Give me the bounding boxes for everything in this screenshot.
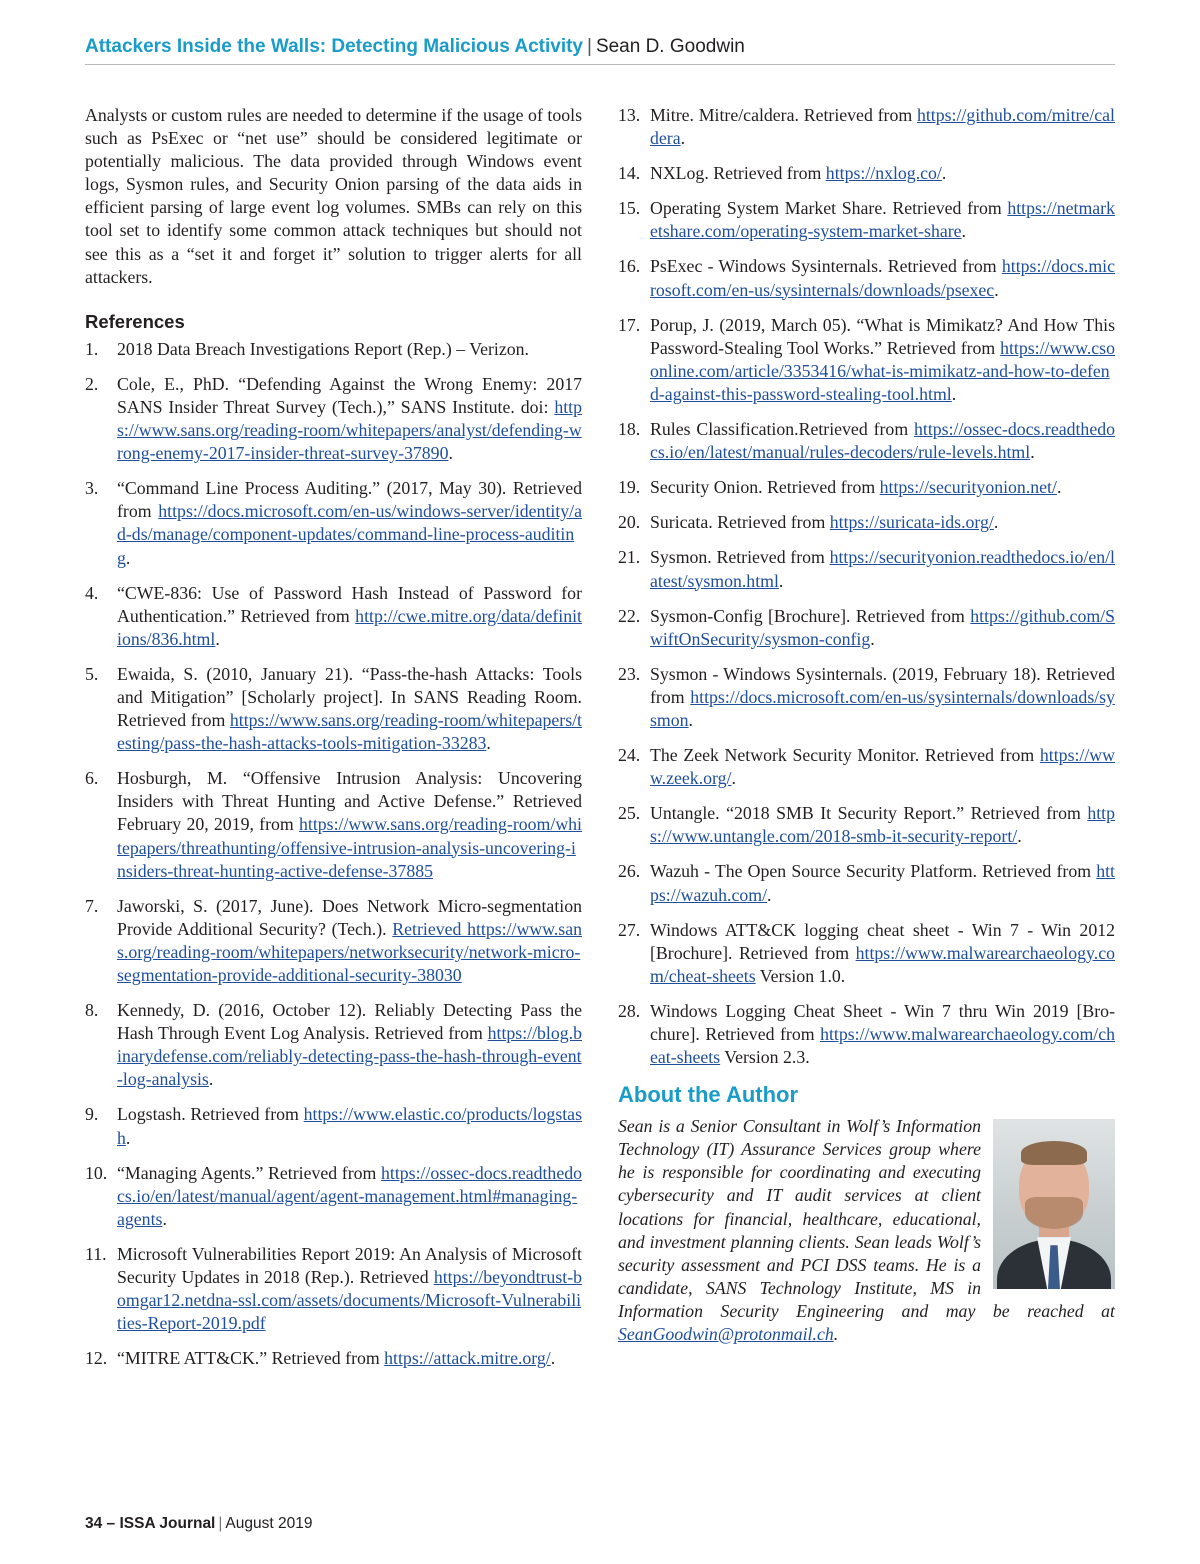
header-divider <box>85 64 1115 65</box>
reference-link[interactable]: Retrieved https://www.sans.org/reading-room/whitepapers/networksecurity/network-micro-segmentation-provide-additional-security-38030 <box>117 918 582 985</box>
reference-item <box>618 663 1115 732</box>
reference-text: “Managing Agents.” Retrieved from <box>117 1162 382 1183</box>
reference-suffix: . <box>215 628 220 649</box>
right-column <box>618 104 1115 1346</box>
reference-number: 1. <box>85 338 99 359</box>
reference-item <box>85 999 582 1091</box>
reference-number: 13. <box>618 105 641 125</box>
reference-suffix: . <box>994 279 999 300</box>
reference-text: “Command Line Process Auditing.” (2017, May 30). Retrieved from <box>117 478 582 522</box>
reference-number: 15. <box>618 198 641 219</box>
reference-text: Hosburgh, M. “Offensive Intrusion Analysis: Uncovering Insiders with Threat Hunting and Active Defense.” Retrieved February 20, 2019, from <box>117 768 582 835</box>
reference-link[interactable]: https://www.zeek.org/ <box>650 745 1115 789</box>
reference-link[interactable]: https://www.sans.org/reading-room/whitepapers/analyst/defending-wrong-enemy-2017-insider-threat-survey-37890 <box>117 396 582 464</box>
reference-suffix: . <box>1056 477 1062 498</box>
article-author: Sean D. Goodwin <box>595 36 745 57</box>
reference-suffix: Version 1.0. <box>755 965 846 986</box>
reference-number: 21. <box>618 547 641 568</box>
reference-link[interactable]: https://netmarketshare.com/operating-system-market-share <box>650 198 1115 242</box>
reference-link[interactable]: https://www.sans.org/reading-room/whitepapers/testing/pass-the-hash-attacks-tools-mitigation-33283 <box>117 710 582 754</box>
reference-item <box>85 338 582 361</box>
reference-suffix: Version 2.3. <box>720 1047 810 1068</box>
reference-text: Sysmon-Config [Brochure]. Retrieved from <box>650 605 971 626</box>
reference-number: 5. <box>85 663 99 684</box>
reference-suffix: . <box>125 547 131 568</box>
reference-suffix: . <box>961 221 966 242</box>
reference-item <box>85 767 582 882</box>
reference-suffix: . <box>125 1127 131 1148</box>
reference-text: Wazuh - The Open Source Security Platform. Retrieved from <box>650 861 1097 882</box>
reference-item <box>85 582 582 651</box>
reference-link[interactable]: https://www.untangle.com/2018-smb-it-security-report/ <box>650 803 1115 847</box>
reference-number: 17. <box>618 314 641 335</box>
reference-suffix: . <box>1030 442 1035 463</box>
reference-suffix: . <box>951 383 957 404</box>
reference-link[interactable]: https://ossec-docs.readthedocs.io/en/latest/manual/agent/agent-management.html#managing-agents <box>117 1162 582 1229</box>
reference-item <box>85 477 582 569</box>
reference-suffix: . <box>550 1348 556 1369</box>
reference-link[interactable]: https://www.sans.org/reading-room/whitepapers/threathunting/offensive-intrusion-analysis-uncovering-insiders-threat-hunting-active-defense-37885 <box>117 814 582 881</box>
reference-text: The Zeek Network Security Monitor. Retrieved from <box>650 745 1040 766</box>
bio-text: Sean is a Senior Consultant in Wolf’s Information Technology (IT) Assurance Services group where he is responsible for coordinating and executing cybersecurity and IT audit services at client locations for financial, healthcare, educational, and investment planning clients. Sean leads Wolf’s security assessment and PCI DSS teams. He is a candidate, SANS Technology Institute, MS in Information Security Engineering and may be reached at <box>618 1116 1115 1321</box>
reference-number: 25. <box>618 803 641 824</box>
reference-item <box>618 546 1115 592</box>
reference-text: Suricata. Retrieved from <box>650 512 830 533</box>
reference-number: 7. <box>85 895 99 916</box>
reference-link[interactable]: https://wazuh.com/ <box>650 861 1115 905</box>
author-email-link[interactable]: SeanGoodwin@protonmail.ch <box>618 1324 834 1345</box>
reference-number: 24. <box>618 745 641 766</box>
header-separator: | <box>587 36 592 57</box>
reference-number: 27. <box>618 919 641 940</box>
reference-text: Security Onion. Retrieved from <box>650 477 880 498</box>
reference-link[interactable]: https://www.malwarearchaeology.com/cheat-sheets <box>650 942 1115 986</box>
reference-text: Rules Classification.Retrieved from <box>650 419 915 440</box>
reference-text: Logstash. Retrieved from <box>117 1104 304 1125</box>
reference-suffix: . <box>767 884 772 905</box>
reference-number: 22. <box>618 605 641 626</box>
reference-suffix: . <box>870 628 875 649</box>
reference-number: 18. <box>618 419 641 440</box>
reference-link[interactable]: https://docs.microsoft.com/en-us/sysinternals/downloads/psexec <box>650 256 1115 300</box>
reference-number: 16. <box>618 256 641 277</box>
reference-link[interactable]: https://github.com/mitre/caldera <box>650 105 1115 149</box>
reference-suffix: . <box>993 512 999 533</box>
bio-end: . <box>833 1324 839 1345</box>
reference-link[interactable]: http://cwe.mitre.org/data/definitions/836.html <box>117 605 582 649</box>
issue-date: August 2019 <box>225 1515 313 1532</box>
reference-suffix: . <box>731 768 736 789</box>
reference-link[interactable]: https://attack.mitre.org/ <box>384 1348 551 1369</box>
references-heading: References <box>85 310 185 332</box>
reference-text: 2018 Data Breach Investigations Report (Rep.) – Verizon. <box>117 338 529 359</box>
photo-hair <box>1021 1141 1087 1165</box>
reference-text: Cole, E., PhD. “Defending Against the Wrong Enemy: 2017 SANS Insider Threat Survey (Tech.),” SANS Institute. doi: <box>117 373 582 417</box>
left-column <box>85 104 582 1382</box>
reference-text: Mitre. Mitre/caldera. Retrieved from <box>650 105 917 125</box>
reference-number: 20. <box>618 512 641 533</box>
reference-suffix: . <box>448 443 453 464</box>
reference-text: Porup, J. (2019, March 05). “What is Mimikatz? And How This Password-Stealing Tool Works.” Retrieved from <box>650 314 1115 358</box>
reference-suffix: . <box>941 163 947 184</box>
reference-item <box>618 1000 1115 1069</box>
references-list-right <box>618 104 1115 1069</box>
reference-text: PsExec - Windows Sysinternals. Retrieved from <box>650 256 1002 277</box>
reference-number: 2. <box>85 373 99 394</box>
reference-suffix: . <box>680 128 686 149</box>
reference-link[interactable]: https://www.malwarearchaeology.com/cheat-sheets <box>650 1024 1115 1068</box>
reference-item <box>618 314 1115 406</box>
reference-link[interactable]: https://suricata-ids.org/ <box>829 512 994 533</box>
footer-separator: | <box>218 1515 223 1532</box>
reference-link[interactable]: https://docs.microsoft.com/en-us/windows-server/identity/ad-ds/manage/component-updates/command-line-process-auditing <box>117 501 582 568</box>
reference-number: 26. <box>618 861 641 882</box>
reference-item <box>618 511 1115 534</box>
reference-suffix: . <box>778 570 784 591</box>
reference-item <box>618 476 1115 499</box>
reference-suffix: . <box>208 1069 214 1090</box>
reference-number: 4. <box>85 582 99 603</box>
reference-number: 10. <box>85 1162 108 1183</box>
reference-link[interactable]: https://github.com/SwiftOnSecurity/sysmon-config <box>650 605 1115 649</box>
reference-number: 12. <box>85 1348 108 1369</box>
page-footer <box>85 1514 312 1534</box>
reference-item <box>85 1243 582 1335</box>
about-heading: About the Author <box>618 1082 799 1108</box>
reference-number: 28. <box>618 1000 641 1021</box>
reference-item <box>618 919 1115 988</box>
reference-item <box>618 860 1115 906</box>
reference-number: 14. <box>618 163 641 184</box>
reference-link[interactable]: https://docs.microsoft.com/en-us/sysinternals/downloads/sysmon <box>650 686 1115 730</box>
reference-item <box>85 895 582 987</box>
reference-link[interactable]: https://ossec-docs.readthedocs.io/en/latest/manual/rules-decoders/rule-levels.html <box>650 419 1115 463</box>
reference-item <box>618 104 1115 150</box>
reference-item <box>618 255 1115 301</box>
page-number: 34 – ISSA Journal <box>85 1515 216 1532</box>
reference-number: 6. <box>85 768 99 789</box>
reference-item <box>85 1347 582 1370</box>
reference-item <box>618 605 1115 651</box>
reference-item <box>618 418 1115 464</box>
reference-link[interactable]: https://beyondtrust-bomgar12.netdna-ssl.com/assets/documents/Microsoft-Vulnerabilities-Report-2019.pdf <box>117 1267 582 1334</box>
reference-suffix: . <box>688 709 693 730</box>
reference-text: “MITRE ATT&CK.” Retrieved from <box>117 1348 385 1369</box>
reference-number: 8. <box>85 1000 99 1021</box>
reference-text: Microsoft Vulnerabilities Report 2019: An Analysis of Microsoft Security Updates in 2018 (Rep.). Retrieved <box>117 1243 582 1288</box>
reference-link[interactable]: https://blog.binarydefense.com/reliably-detecting-pass-the-hash-through-event-log-analysis <box>117 1023 582 1090</box>
reference-number: 3. <box>85 478 99 499</box>
reference-link[interactable]: https://securityonion.net/ <box>879 477 1057 498</box>
reference-item <box>618 802 1115 848</box>
reference-text: Ewaida, S. (2010, January 21). “Pass-the-hash Attacks: Tools and Mitigation” [Scholarly project]. In SANS Reading Room. Retrieved from <box>117 663 582 731</box>
reference-number: 11. <box>85 1243 107 1264</box>
article-title: Attackers Inside the Walls: Detecting Malicious Activity <box>85 36 583 57</box>
reference-text: Windows ATT&CK logging cheat sheet - Win 7 - Win 2012 [Brochure]. Retrieved from <box>650 919 1115 963</box>
photo-beard <box>1025 1197 1083 1229</box>
reference-item <box>618 162 1115 185</box>
reference-text: Windows Logging Cheat Sheet - Win 7 thru Win 2019 [Brochure]. Retrieved from <box>650 1000 1115 1044</box>
reference-link[interactable]: https://www.elastic.co/products/logstash <box>117 1104 582 1148</box>
references-list-left <box>85 338 582 1371</box>
reference-item <box>85 373 582 465</box>
reference-item <box>85 1103 582 1149</box>
reference-number: 9. <box>85 1104 99 1125</box>
reference-suffix: . <box>486 733 491 754</box>
reference-text: Operating System Market Share. Retrieved from <box>650 198 1008 219</box>
reference-text: Kennedy, D. (2016, October 12). Reliably Detecting Pass the Hash Through Event Log Analysis. Retrieved from <box>117 1000 582 1044</box>
reference-item <box>618 744 1115 790</box>
reference-text: NXLog. Retrieved from <box>650 163 826 184</box>
reference-item <box>618 197 1115 243</box>
intro-paragraph: Analysts or custom rules are needed to determine if the usage of tools such as PsExec or “net use” should be considered legitimate or potentially malicious. The data provided through Windows event logs, Sysmon rules, and Security Onion parsing of the data aids in efficient parsing of large event log volumes. SMBs can rely on this tool set to identify some common attack techniques but should not see this as a “set it and forget it” solution to trigger alerts for all attackers. <box>85 105 582 287</box>
reference-text: Sysmon - Windows Sysinternals. (2019, February 18). Retrieved from <box>650 663 1115 707</box>
reference-text: Sysmon. Retrieved from <box>650 547 830 568</box>
reference-link[interactable]: https://nxlog.co/ <box>825 163 942 184</box>
reference-link[interactable]: https://www.csoonline.com/article/3353416/what-is-mimikatz-and-how-to-defend-against-this-password-stealing-tool.html <box>650 337 1115 404</box>
reference-link[interactable]: https://securityonion.readthedocs.io/en/latest/sysmon.html <box>650 547 1115 591</box>
reference-number: 19. <box>618 477 641 498</box>
author-photo <box>993 1119 1115 1289</box>
reference-number: 23. <box>618 663 641 684</box>
running-header <box>85 34 1115 60</box>
reference-text: Jaworski, S. (2017, June). Does Network Micro-segmentation Provide Additional Security? (Tech.). <box>117 895 582 939</box>
reference-suffix: . <box>162 1208 167 1229</box>
reference-item <box>85 663 582 755</box>
reference-text: Untangle. “2018 SMB It Security Report.” Retrieved from <box>650 803 1088 824</box>
reference-suffix: . <box>1017 826 1022 847</box>
reference-item <box>85 1162 582 1231</box>
reference-text: “CWE-836: Use of Password Hash Instead of Password for Authentication.” Retrieved from <box>117 582 582 626</box>
